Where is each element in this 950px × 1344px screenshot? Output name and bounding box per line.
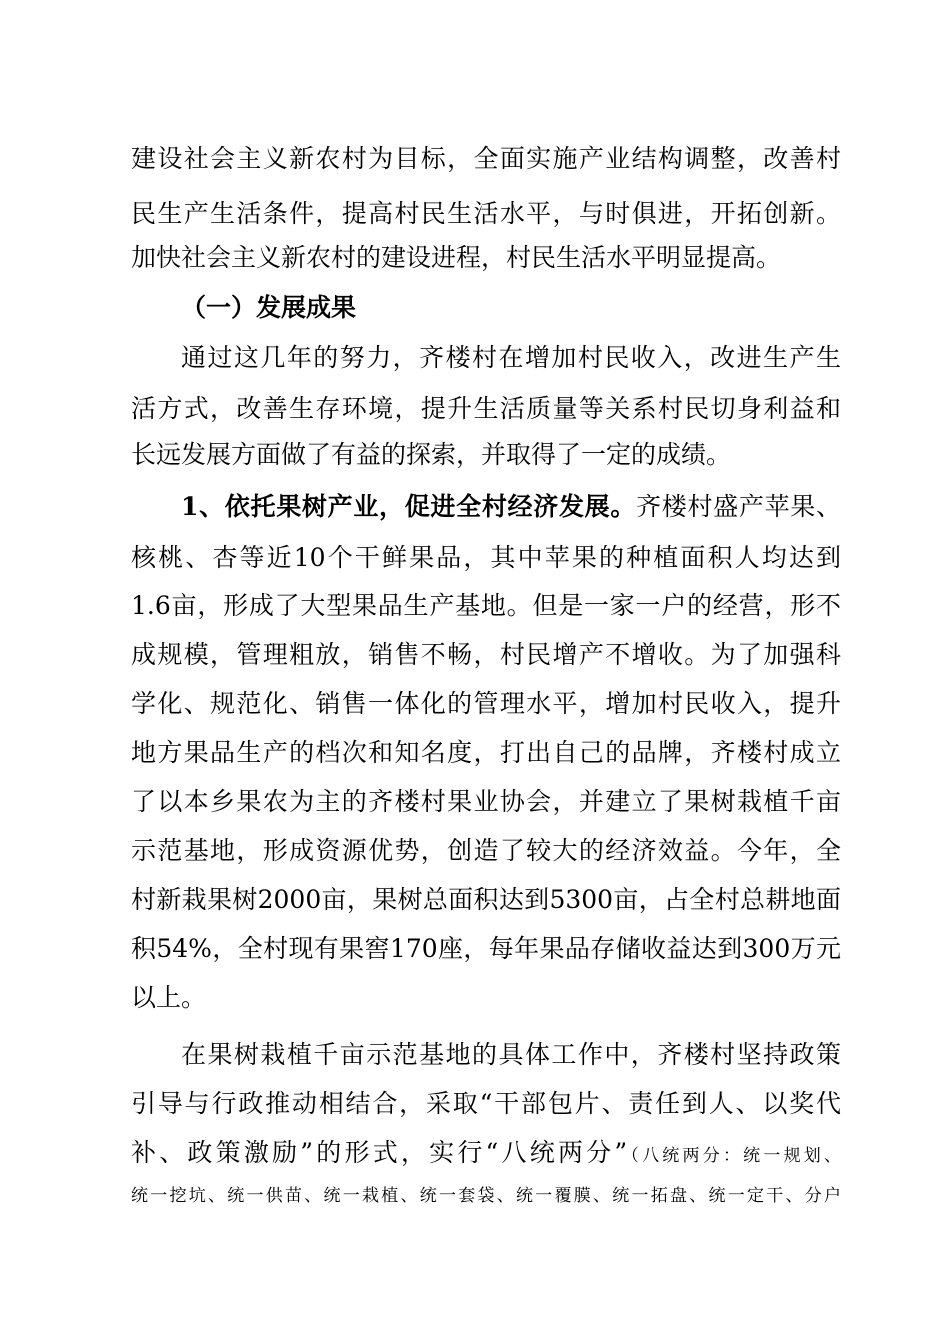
item1-line-3: 1.6亩，形成了大型果品生产基地。但是一家一户的经营，形不	[131, 591, 841, 620]
item1-line-8: 示范基地，形成资源优势，创造了较大的经济效益。今年，全	[131, 836, 841, 865]
results-line-1: 通过这几年的努力，齐楼村在增加村民收入，改进生产生	[181, 343, 841, 372]
intro-line-2: 民生产生活条件，提高村民生活水平，与时俱进，开拓创新。	[131, 199, 841, 228]
practice-line-4-note: 统一挖坑、统一供苗、统一栽植、统一套袋、统一覆膜、统一拓盘、统一定干、分户	[131, 1186, 841, 1206]
item1-line-10: 积54%，全村现有果窖170座，每年果品存储收益达到300万元	[131, 934, 841, 963]
item1-line-9: 村新栽果树2000亩，果树总面积达到5300亩，占全村总耕地面	[131, 885, 841, 914]
intro-line-3: 加快社会主义新农村的建设进程，村民生活水平明显提高。	[131, 243, 782, 272]
item1-line-6: 地方果品生产的档次和知名度，打出自己的品牌，齐楼村成立	[131, 738, 841, 767]
item1-first-line	[181, 489, 841, 525]
item1-line-7: 了以本乡果农为主的齐楼村果业协会，并建立了果树栽植千亩	[131, 787, 841, 816]
practice-line-3-main: 补、政策激励”的形式，实行“八统两分”	[131, 1138, 628, 1167]
intro-line-1: 建设社会主义新农村为目标，全面实施产业结构调整，改善村	[131, 144, 841, 173]
results-line-2: 活方式，改善生存环境，提升生活质量等关系村民切身利益和	[131, 394, 841, 423]
section-heading: （一）发展成果	[181, 293, 357, 322]
item1-line-5: 学化、规范化、销售一体化的管理水平，增加村民收入，提升	[131, 689, 841, 718]
item1-line-11: 以上。	[131, 983, 207, 1012]
item1-first-line-rest: 齐楼村盛产苹果、	[636, 492, 841, 521]
practice-line-1: 在果树栽植千亩示范基地的具体工作中，齐楼村坚持政策	[181, 1040, 841, 1069]
practice-line-3	[131, 1135, 841, 1171]
item1-line-4: 成规模，管理粗放，销售不畅，村民增产不增收。为了加强科	[131, 640, 841, 669]
results-line-3: 长远发展方面做了有益的探索，并取得了一定的成绩。	[131, 440, 732, 469]
practice-line-3-note: （八统两分：统一规划、	[627, 1146, 842, 1166]
item1-title: 1、依托果树产业，促进全村经济发展。	[181, 492, 637, 521]
practice-line-2: 引导与行政推动相结合，采取“干部包片、责任到人、以奖代	[131, 1089, 841, 1118]
item1-line-2: 核桃、杏等近10个干鲜果品，其中苹果的种植面积人均达到	[131, 543, 841, 572]
